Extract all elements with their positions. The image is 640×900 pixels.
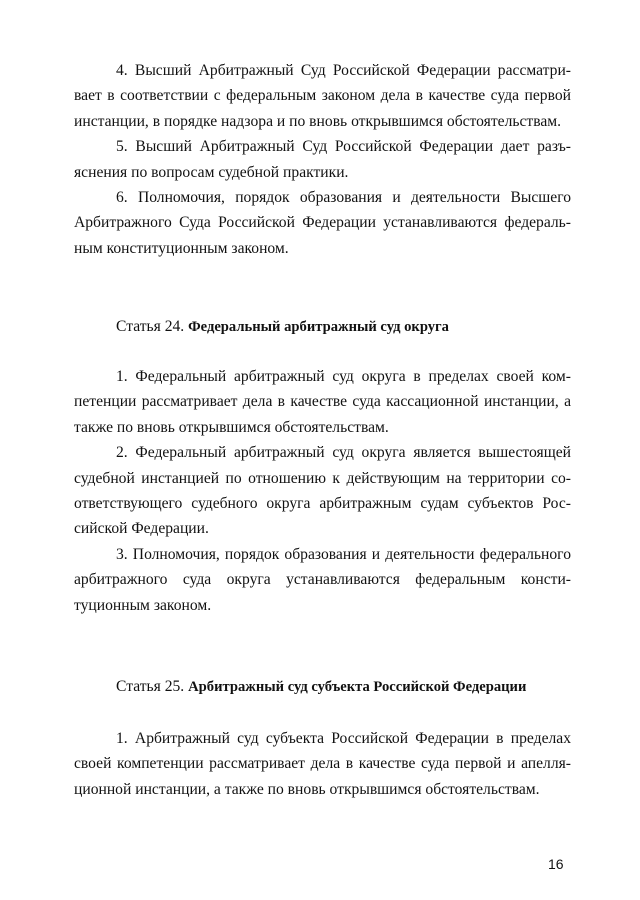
paragraph-6: 6. Полномочия, порядок образования и деятельности Высшего Арбитражного Суда Российской Федерации устанавливаются федеральным конституционным законом. [74,189,571,257]
article-25-paragraph-1: 1. Арбитражный суд субъекта Российской Федерации в пределах своей компетенции рассматривает дела в качестве суда первой и апелляционной инстанции, а также по вновь открывшимся обстоятельствам. [74,730,571,798]
paragraph-5: 5. Высший Арбитражный Суд Российской Федерации дает разъяснения по вопросам судебной практики. [74,138,571,181]
article-24-paragraph-2: 2. Федеральный арбитражный суд округа является вышестоящей судебной инстанцией по отношению к действующим на территории соответствующего судебного округа арбитражным судам субъектов Российской Федерации. [74,444,571,538]
article-25-label: Статья 25. [116,678,185,695]
article-24-paragraph-3: 3. Полномочия, порядок образования и деятельности федерального арбитражного суда округа устанавливаются федеральным конституционным законом. [74,545,571,614]
article-25-heading [116,676,526,698]
article-24-label: Статья 24. [116,318,185,335]
paragraph-4: 4. Высший Арбитражный Суд Российской Федерации рассматривает в соответствии с федеральным законом дела в качестве суда первой инстанции, в порядке надзора и по вновь открывшимся обстоятельствам. [74,62,571,130]
page-number: 16 [548,856,564,872]
article-24-paragraph-1: 1. Федеральный арбитражный суд округа в пределах своей компетенции рассматривает дела в качестве суда кассационной инстанции, а также по вновь открывшимся обстоятельствам. [74,368,571,436]
article-24-heading [116,316,449,338]
article-23-continuation [74,58,571,261]
article-25-title: Арбитражный суд субъекта Российской Федерации [188,679,527,695]
article-25-body [74,726,571,802]
article-24-title: Федеральный арбитражный суд округа [188,319,449,335]
article-24-body [74,364,571,618]
